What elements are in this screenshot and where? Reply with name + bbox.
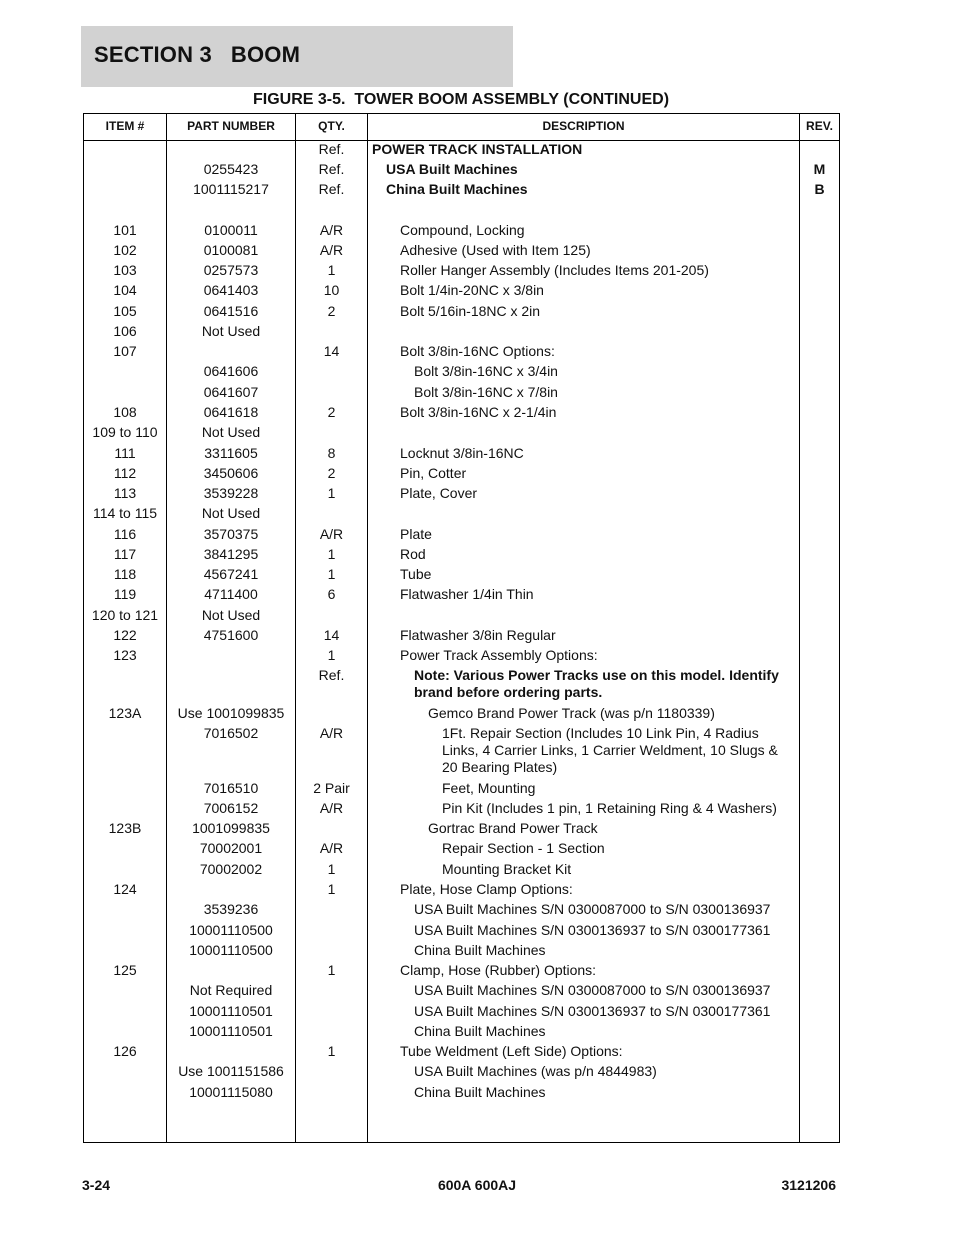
row-qty: Ref. xyxy=(318,141,345,157)
row-item: 126 xyxy=(113,1043,137,1059)
row-description: China Built Machines xyxy=(414,1084,546,1100)
row-qty: 2 xyxy=(327,465,336,481)
row-part-number: Not Used xyxy=(201,424,261,440)
row-description: Bolt 1/4in-20NC x 3/8in xyxy=(400,282,544,298)
row-qty: A/R xyxy=(319,526,344,542)
column-header-qty: QTY. xyxy=(318,119,345,133)
row-part-number: 3311605 xyxy=(204,445,258,461)
row-part-number: Use 1001099835 xyxy=(177,705,285,721)
row-item: 114 to 115 xyxy=(92,505,158,521)
row-description: Tube Weldment (Left Side) Options: xyxy=(400,1043,623,1059)
row-description: Tube xyxy=(400,566,432,582)
row-qty: 1 xyxy=(327,881,336,897)
row-qty: Ref. xyxy=(318,667,345,683)
row-item: 123B xyxy=(108,820,142,836)
row-item: 123A xyxy=(108,705,142,721)
row-rev: M xyxy=(813,161,826,177)
row-item: 122 xyxy=(113,627,137,643)
row-qty: 1 xyxy=(327,546,336,562)
row-item: 112 xyxy=(113,465,137,481)
row-part-number: 7016510 xyxy=(203,780,259,796)
column-header-part-number: PART NUMBER xyxy=(187,119,275,133)
row-description: Gortrac Brand Power Track xyxy=(428,820,598,836)
row-part-number: 3450606 xyxy=(203,465,259,481)
row-description: Flatwasher 3/8in Regular xyxy=(400,627,556,643)
row-qty: 8 xyxy=(327,445,336,461)
row-qty: 1 xyxy=(327,647,336,663)
row-item: 108 xyxy=(113,404,137,420)
row-description: Pin, Cotter xyxy=(400,465,467,481)
row-part-number: 3539228 xyxy=(203,485,259,501)
row-description: Power Track Assembly Options: xyxy=(400,647,598,663)
row-description: POWER TRACK INSTALLATION xyxy=(372,141,583,157)
column-header-description: DESCRIPTION xyxy=(542,119,625,133)
row-item: 118 xyxy=(113,566,137,582)
parts-table xyxy=(83,113,840,1143)
row-description: Plate, Cover xyxy=(400,485,478,501)
row-item: 123 xyxy=(113,647,137,663)
row-qty: Ref. xyxy=(318,181,345,197)
row-description: Plate xyxy=(400,526,432,542)
row-description: Bolt 5/16in-18NC x 2in xyxy=(400,303,541,319)
row-part-number: 3841295 xyxy=(203,546,259,562)
row-description: Bolt 3/8in-16NC x 2-1/4in xyxy=(400,404,557,420)
row-qty: A/R xyxy=(319,222,344,238)
row-item: 107 xyxy=(113,343,137,359)
column-header-rev: REV. xyxy=(806,119,833,133)
row-part-number: Not Required xyxy=(189,982,273,998)
row-qty: 6 xyxy=(327,586,336,602)
document-number: 3121206 xyxy=(781,1177,836,1193)
row-description: China Built Machines xyxy=(386,181,528,197)
row-qty: 1 xyxy=(327,262,336,278)
row-description: USA Built Machines S/N 0300087000 to S/N 0300136937 xyxy=(414,901,771,917)
row-qty: A/R xyxy=(319,840,344,856)
row-item: 109 to 110 xyxy=(92,424,158,440)
row-description: Note: Various Power Tracks use on this model. Identify brand before ordering parts. xyxy=(414,667,779,700)
row-description: USA Built Machines S/N 0300087000 to S/N 0300136937 xyxy=(414,982,771,998)
row-qty: Ref. xyxy=(318,161,345,177)
row-part-number: 10001110501 xyxy=(189,1003,273,1019)
row-qty: 1 xyxy=(327,861,336,877)
row-description: Compound, Locking xyxy=(400,222,525,238)
row-part-number: 70002002 xyxy=(199,861,263,877)
row-item: 113 xyxy=(113,485,137,501)
row-item: 111 xyxy=(114,445,136,461)
section-banner xyxy=(81,26,513,87)
row-part-number: 0641606 xyxy=(203,363,259,379)
row-description: Roller Hanger Assembly (Includes Items 201-205) xyxy=(400,262,709,278)
row-part-number: 10001110500 xyxy=(189,942,273,958)
row-qty: 1 xyxy=(327,566,336,582)
row-part-number: 1001099835 xyxy=(192,820,270,836)
row-part-number: 0641618 xyxy=(203,404,259,420)
row-qty: 2 Pair xyxy=(313,780,350,796)
row-item: 103 xyxy=(113,262,137,278)
row-description: Gemco Brand Power Track (was p/n 1180339) xyxy=(428,705,715,721)
row-qty: 2 xyxy=(327,303,336,319)
row-description: Bolt 3/8in-16NC x 7/8in xyxy=(414,384,558,400)
row-part-number: Not Used xyxy=(201,607,261,623)
row-description: Flatwasher 1/4in Thin xyxy=(400,586,534,602)
row-qty: 1 xyxy=(327,485,336,501)
row-part-number: 0100011 xyxy=(204,222,258,238)
row-item: 104 xyxy=(113,282,137,298)
row-part-number: 7006152 xyxy=(203,800,259,816)
row-part-number: Use 1001151586 xyxy=(178,1063,284,1079)
row-description: Repair Section - 1 Section xyxy=(442,840,605,856)
row-part-number: 3539236 xyxy=(203,901,259,917)
row-qty: 1 xyxy=(327,962,336,978)
row-part-number: 0641607 xyxy=(203,384,259,400)
row-description: Clamp, Hose (Rubber) Options: xyxy=(400,962,597,978)
row-part-number: 3570375 xyxy=(203,526,259,542)
row-part-number: 4711400 xyxy=(204,586,258,602)
row-part-number: 0100081 xyxy=(203,242,259,258)
row-qty: A/R xyxy=(319,800,344,816)
row-part-number: Not Used xyxy=(201,505,261,521)
row-item: 105 xyxy=(113,303,137,319)
row-part-number: 0255423 xyxy=(203,161,259,177)
row-part-number: 0257573 xyxy=(203,262,259,278)
row-part-number: 0641403 xyxy=(203,282,259,298)
row-part-number: 4567241 xyxy=(203,566,259,582)
row-description: USA Built Machines (was p/n 4844983) xyxy=(414,1063,657,1079)
row-description: Locknut 3/8in-16NC xyxy=(400,445,524,461)
row-qty: A/R xyxy=(319,725,344,741)
figure-title: FIGURE 3-5. TOWER BOOM ASSEMBLY (CONTINUED) xyxy=(252,91,670,108)
row-item: 119 xyxy=(113,586,137,602)
row-item: 102 xyxy=(113,242,137,258)
row-item: 116 xyxy=(113,526,137,542)
row-item: 120 to 121 xyxy=(91,607,159,623)
row-part-number: 7016502 xyxy=(203,725,259,741)
row-description: 1Ft. Repair Section (Includes 10 Link Pin, 4 Radius Links, 4 Carrier Links, 1 Carrier Weldment, 10 Slugs & 20 Bearing Plates) xyxy=(442,725,778,775)
row-qty: 1 xyxy=(327,1043,336,1059)
row-part-number: 0641516 xyxy=(203,303,259,319)
row-qty: 2 xyxy=(327,404,336,420)
row-description: Mounting Bracket Kit xyxy=(442,861,572,877)
column-header-item: ITEM # xyxy=(105,119,145,133)
row-item: 124 xyxy=(113,881,137,897)
row-description: Bolt 3/8in-16NC x 3/4in xyxy=(414,363,558,379)
row-description: Plate, Hose Clamp Options: xyxy=(400,881,573,897)
row-description: Pin Kit (Includes 1 pin, 1 Retaining Ring & 4 Washers) xyxy=(442,800,777,816)
row-part-number: Not Used xyxy=(201,323,261,339)
table-body xyxy=(84,140,839,1142)
section-title: SECTION 3 BOOM xyxy=(94,42,301,67)
row-qty: A/R xyxy=(319,242,344,258)
row-qty: 14 xyxy=(323,343,340,359)
row-item: 117 xyxy=(113,546,137,562)
row-part-number: 4751600 xyxy=(203,627,259,643)
row-part-number: 70002001 xyxy=(199,840,263,856)
row-qty: 14 xyxy=(323,627,340,643)
row-rev: B xyxy=(814,181,825,197)
row-description: Bolt 3/8in-16NC Options: xyxy=(400,343,555,359)
row-description: China Built Machines xyxy=(414,942,546,958)
row-part-number: 10001110500 xyxy=(189,922,273,938)
row-qty: 10 xyxy=(323,282,340,298)
row-item: 125 xyxy=(113,962,137,978)
row-description: USA Built Machines xyxy=(386,161,518,177)
row-part-number: 10001115080 xyxy=(189,1084,273,1100)
row-description: Adhesive (Used with Item 125) xyxy=(400,242,591,258)
row-item: 101 xyxy=(113,222,137,238)
row-part-number: 1001115217 xyxy=(193,181,269,197)
row-part-number: 10001110501 xyxy=(189,1023,273,1039)
row-description: USA Built Machines S/N 0300136937 to S/N 0300177361 xyxy=(414,922,771,938)
row-description: Rod xyxy=(400,546,426,562)
row-description: Feet, Mounting xyxy=(442,780,536,796)
model-label: 600A 600AJ xyxy=(437,1177,517,1193)
row-description: China Built Machines xyxy=(414,1023,546,1039)
row-description: USA Built Machines S/N 0300136937 to S/N 0300177361 xyxy=(414,1003,771,1019)
page-number: 3-24 xyxy=(82,1177,111,1193)
row-item: 106 xyxy=(113,323,137,339)
